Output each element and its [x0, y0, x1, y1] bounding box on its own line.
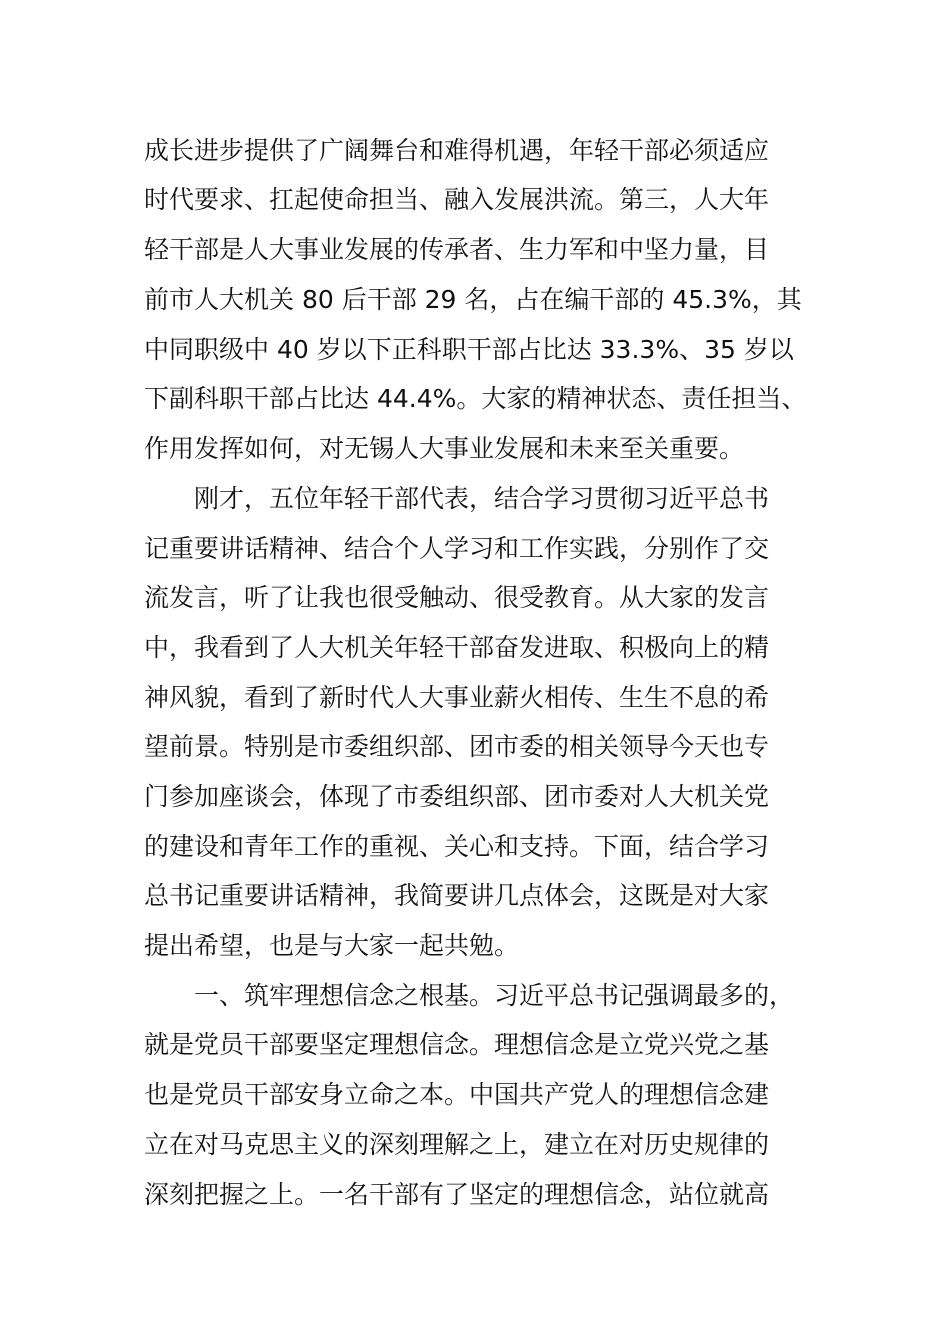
text-line: 一、筑牢理想信念之根基。习近平总书记强调最多的， — [144, 981, 795, 1010]
text-line: 成长进步提供了广阔舞台和难得机遇，年轻干部必须适应 — [144, 136, 770, 165]
text-line: 门参加座谈会，体现了市委组织部、团市委对人大机关党 — [144, 782, 770, 811]
text-line: 神风貌，看到了新时代人大事业薪火相传、生生不息的希 — [144, 683, 770, 712]
text-line: 提出希望，也是与大家一起共勉。 — [144, 931, 520, 960]
text-line: 望前景。特别是市委组织部、团市委的相关领导今天也专 — [144, 732, 770, 761]
text-line: 下副科职干部占比达 44.4%。大家的精神状态、责任担当、 — [144, 384, 807, 413]
text-line: 深刻把握之上。一名干部有了坚定的理想信念，站位就高 — [144, 1180, 770, 1209]
text-line: 时代要求、扛起使命担当、融入发展洪流。第三，人大年 — [144, 185, 770, 214]
text-line: 中，我看到了人大机关年轻干部奋发进取、积极向上的精 — [144, 633, 770, 662]
text-line: 刚才，五位年轻干部代表，结合学习贯彻习近平总书 — [144, 484, 770, 513]
text-line: 立在对马克思主义的深刻理解之上，建立在对历史规律的 — [144, 1130, 770, 1159]
text-line: 前市人大机关 80 后干部 29 名，占在编干部的 45.3%，其 — [144, 285, 802, 314]
text-line: 总书记重要讲话精神，我简要讲几点体会，这既是对大家 — [144, 881, 770, 910]
text-line: 轻干部是人大事业发展的传承者、生力军和中坚力量，目 — [144, 235, 770, 264]
text-line: 也是党员干部安身立命之本。中国共产党人的理想信念建 — [144, 1080, 770, 1109]
text-line: 中同职级中 40 岁以下正科职干部占比达 33.3%、35 岁以 — [144, 335, 794, 364]
text-line: 记重要讲话精神、结合个人学习和工作实践，分别作了交 — [144, 534, 770, 563]
text-line: 的建设和青年工作的重视、关心和支持。下面，结合学习 — [144, 832, 770, 861]
text-line: 就是党员干部要坚定理想信念。理想信念是立党兴党之基 — [144, 1030, 770, 1059]
text-line: 作用发挥如何，对无锡人大事业发展和未来至关重要。 — [144, 434, 745, 463]
text-line: 流发言，听了让我也很受触动、很受教育。从大家的发言 — [144, 583, 770, 612]
